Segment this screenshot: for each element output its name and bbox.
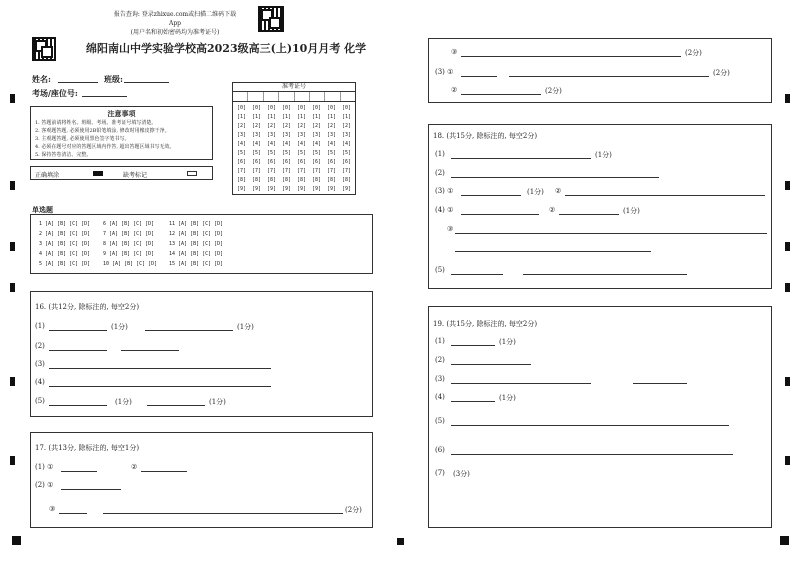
q18-answer-5b[interactable] [523,274,687,275]
exam-id-title: 准考证号 [233,83,355,92]
q16-answer-5b[interactable] [147,405,205,406]
exam-id-column [294,104,309,194]
timing-mark [10,456,15,465]
class-field[interactable] [124,82,169,83]
q18-answer-4c-cont[interactable] [455,251,651,252]
exam-id-columns [233,102,355,194]
mcq-question[interactable]: 1 [A] [B] [C] [D] [39,221,91,227]
report-notice-line1: 报告查询: 登录zhixue.com或扫描二维码下载App [113,11,237,27]
mcq-question[interactable]: 10 [A] [B] [C] [D] [103,261,158,267]
exam-id-bubble[interactable]: [1] [326,114,337,120]
exam-id-bubble[interactable]: [7] [236,168,247,174]
qr-code-icon [32,37,56,61]
q17-l3-pts: (2分) [345,506,362,514]
exam-id-bubble[interactable]: [2] [311,123,322,129]
q18-l1: (1) [435,150,445,158]
exam-id-bubble[interactable]: [7] [266,168,277,174]
corner-mark [397,538,404,545]
q19-answer-5[interactable] [451,425,729,426]
name-field[interactable] [58,82,98,83]
exam-id-bubble[interactable]: [9] [326,186,337,192]
mcq-question[interactable]: 15 [A] [B] [C] [D] [169,261,224,267]
exam-id-bubble[interactable]: [0] [311,105,322,111]
q17-answer-1a[interactable] [61,471,97,472]
q16-answer-4[interactable] [49,386,271,387]
mcq-question[interactable]: 13 [A] [B] [C] [D] [169,241,224,247]
exam-id-bubble[interactable]: [0] [341,105,352,111]
exam-id-bubble[interactable]: [0] [251,105,262,111]
q16-answer-1a[interactable] [49,330,107,331]
q18-l2: (2) [435,169,445,177]
exam-id-bubble[interactable]: [4] [236,141,247,147]
exam-id-bubble[interactable]: [3] [341,132,352,138]
qr-code-icon [258,6,284,32]
exam-id-bubble[interactable]: [8] [266,177,277,183]
exam-id-bubble[interactable]: [5] [281,150,292,156]
timing-mark [10,283,15,292]
exam-id-bubble[interactable]: [9] [341,186,352,192]
exam-id-bubble[interactable]: [5] [296,150,307,156]
q17-l2: (2) ① [35,481,54,489]
exam-id-bubble[interactable]: [8] [236,177,247,183]
mcq-question[interactable]: 11 [A] [B] [C] [D] [169,221,224,227]
q19-l2: (2) [435,356,445,364]
exam-id-bubble[interactable]: [0] [296,105,307,111]
q18-answer-3a[interactable] [461,195,521,196]
q16-answer-5a[interactable] [49,405,107,406]
q19-l1-pts: (1分) [499,338,516,346]
exam-id-bubble[interactable]: [5] [266,150,277,156]
exam-id-entry-row[interactable] [233,92,355,102]
q18-answer-4b[interactable] [559,214,619,215]
q18-l4-pts: (1分) [623,207,640,215]
q18-answer-4a[interactable] [461,214,539,215]
q19-l4-pts: (1分) [499,394,516,402]
q17-answer-2c-long[interactable] [103,513,343,514]
exam-id-bubble[interactable]: [8] [311,177,322,183]
correct-fill-label: 正确填涂 [35,172,60,179]
exam-id-bubble[interactable]: [3] [326,132,337,138]
exam-id-bubble[interactable]: [8] [326,177,337,183]
q19-answer-4[interactable] [451,401,495,402]
q16-l1-pts-a: (1分) [111,323,128,331]
q19-l4: (4) [435,393,445,401]
mcq-question[interactable]: 6 [A] [B] [C] [D] [103,221,155,227]
exam-id-bubble[interactable]: [2] [296,123,307,129]
exam-id-bubble[interactable]: [3] [311,132,322,138]
exam-id-column [249,104,264,194]
q17-box [30,432,373,528]
exam-id-bubble[interactable]: [9] [311,186,322,192]
q19-answer-6[interactable] [451,454,733,455]
exam-id-bubble[interactable]: [4] [326,141,337,147]
exam-id-bubble[interactable]: [6] [266,159,277,165]
notice-item: 3. 主观题答题, 必须使用黑色签字笔书写。 [35,136,130,142]
q17-cont-box [428,38,772,103]
mcq-question[interactable]: 2 [A] [B] [C] [D] [39,231,91,237]
corner-mark [780,536,789,545]
page-title: 绵阳南山中学实验学校高2023级高三(上)10月月考 化学 [86,42,367,55]
q18-l3: (3) ① [435,187,454,195]
exam-id-bubble[interactable]: [2] [326,123,337,129]
exam-id-bubble[interactable]: [1] [311,114,322,120]
q16-answer-2a[interactable] [49,350,107,351]
q17-answer-2c[interactable] [59,513,87,514]
exam-id-bubble[interactable]: [0] [326,105,337,111]
exam-id-bubble[interactable]: [5] [236,150,247,156]
q17-header: 17. (共13分, 除标注的, 每空1分) [35,444,140,452]
exam-id-bubble[interactable]: [3] [236,132,247,138]
exam-id-bubble[interactable]: [1] [236,114,247,120]
q17c-answer-2a[interactable] [461,76,497,77]
q18-l5: ③ [447,225,454,233]
q19-l1: (1) [435,337,445,345]
exam-id-bubble[interactable]: [4] [296,141,307,147]
q16-answer-2b[interactable] [121,350,179,351]
q19-l5: (5) [435,417,445,425]
exam-id-column [279,104,294,194]
mcq-question[interactable]: 4 [A] [B] [C] [D] [39,251,91,257]
mcq-question[interactable]: 7 [A] [B] [C] [D] [103,231,155,237]
exam-id-bubble[interactable]: [6] [326,159,337,165]
exam-id-bubble[interactable]: [6] [281,159,292,165]
q19-l6: (6) [435,446,445,454]
exam-id-bubble[interactable]: [1] [251,114,262,120]
mcq-question[interactable]: 5 [A] [B] [C] [D] [39,261,91,267]
q17c-l1-pts: (2分) [685,49,702,57]
q18-answer-3b[interactable] [565,195,765,196]
exam-id-bubble[interactable]: [4] [341,141,352,147]
exam-id-grid [232,82,356,195]
exam-id-bubble[interactable]: [8] [251,177,262,183]
timing-mark [10,242,15,251]
notice-box [30,106,213,160]
exam-id-column [234,104,249,194]
notice-item: 5. 保持答卷清洁、完整。 [35,152,92,158]
exam-id-bubble[interactable]: [3] [266,132,277,138]
q18-answer-4c[interactable] [455,233,767,234]
timing-mark [10,181,15,190]
mcq-question[interactable]: 14 [A] [B] [C] [D] [169,251,224,257]
exam-id-bubble[interactable]: [4] [266,141,277,147]
exam-id-bubble[interactable]: [6] [311,159,322,165]
fill-legend [30,166,213,180]
q16-answer-3[interactable] [49,368,271,369]
q19-answer-2[interactable] [451,364,531,365]
exam-id-bubble[interactable]: [7] [251,168,262,174]
q16-l2: (2) [35,342,45,350]
seat-field[interactable] [82,96,127,97]
name-label: 姓名: [32,74,51,84]
q19-box [428,306,772,528]
exam-id-column [309,104,324,194]
q17c-l2-pts: (2分) [713,69,730,77]
exam-id-bubble[interactable]: [3] [281,132,292,138]
q18-l4-b: ② [549,206,556,214]
q17-answer-1b[interactable] [141,471,187,472]
exam-id-bubble[interactable]: [1] [266,114,277,120]
q17c-answer-3[interactable] [461,94,541,95]
exam-id-bubble[interactable]: [5] [311,150,322,156]
mcq-question[interactable]: 9 [A] [B] [C] [D] [103,251,155,257]
notice-item: 4. 必须在题号对应的答题区域内作答, 超出答题区域书写无效。 [35,144,175,150]
exam-id-bubble[interactable]: [5] [341,150,352,156]
mcq-question[interactable]: 12 [A] [B] [C] [D] [169,231,224,237]
q19-answer-3a[interactable] [451,383,591,384]
exam-id-bubble[interactable]: [0] [281,105,292,111]
timing-mark [10,377,15,386]
exam-id-bubble[interactable]: [2] [251,123,262,129]
exam-id-bubble[interactable]: [9] [281,186,292,192]
exam-id-bubble[interactable]: [5] [326,150,337,156]
corner-mark [12,536,21,545]
exam-id-column [264,104,279,194]
q18-answer-1[interactable] [451,158,591,159]
q19-l7: (7) [435,469,445,477]
q18-header: 18. (共15分, 除标注的, 每空2分) [433,132,538,140]
exam-id-bubble[interactable]: [3] [251,132,262,138]
q17c-answer-2b[interactable] [509,76,709,77]
mcq-box [30,214,373,274]
timing-mark [785,283,790,292]
exam-id-bubble[interactable]: [9] [266,186,277,192]
q16-l3: (3) [35,360,45,368]
q18-l1-pts: (1分) [595,151,612,159]
exam-id-bubble[interactable]: [1] [296,114,307,120]
exam-id-bubble[interactable]: [9] [251,186,262,192]
exam-id-bubble[interactable]: [5] [251,150,262,156]
q17c-l1: ③ [451,48,458,56]
q19-l3: (3) [435,375,445,383]
missing-mark-label: 缺考标记 [123,172,148,179]
q17-l1-b: ② [131,463,138,471]
notice-item: 1. 答题前请将姓名、班级、考场、准考证号填写清楚。 [35,120,157,126]
exam-id-bubble[interactable]: [4] [311,141,322,147]
exam-id-bubble[interactable]: [7] [311,168,322,174]
q17c-answer-1[interactable] [461,56,681,57]
report-notice-line2: (用户名和初始密码均为准考证号) [130,29,220,36]
timing-mark [10,94,15,103]
exam-id-bubble[interactable]: [4] [251,141,262,147]
q16-l1: (1) [35,322,45,330]
q18-answer-5a[interactable] [451,274,503,275]
filled-bubble-icon [93,171,103,176]
q17-answer-2a[interactable] [61,489,121,490]
exam-id-bubble[interactable]: [6] [236,159,247,165]
exam-id-bubble[interactable]: [9] [296,186,307,192]
q18-l6: (5) [435,266,445,274]
q19-l7-pts: (3分) [453,470,470,478]
report-notice [110,10,240,37]
q19-header: 19. (共15分, 除标注的, 每空2分) [433,320,538,328]
exam-id-bubble[interactable]: [8] [296,177,307,183]
exam-id-column [324,104,339,194]
exam-id-bubble[interactable]: [8] [281,177,292,183]
q16-l1-pts-b: (1分) [237,323,254,331]
q18-box [428,124,772,289]
exam-id-bubble[interactable]: [6] [251,159,262,165]
timing-mark [785,242,790,251]
q18-l4: (4) ① [435,206,454,214]
exam-id-bubble[interactable]: [0] [266,105,277,111]
exam-id-bubble[interactable]: [7] [341,168,352,174]
exam-id-bubble[interactable]: [2] [266,123,277,129]
timing-mark [785,456,790,465]
timing-mark [785,181,790,190]
exam-id-bubble[interactable]: [0] [236,105,247,111]
exam-id-column [339,104,354,194]
exam-id-bubble[interactable]: [7] [326,168,337,174]
exam-id-bubble[interactable]: [7] [281,168,292,174]
exam-id-bubble[interactable]: [2] [281,123,292,129]
q16-answer-1b[interactable] [145,330,233,331]
q16-l5-pts-a: (1分) [115,398,132,406]
q19-answer-3b[interactable] [633,383,687,384]
q17-l1: (1) ① [35,463,54,471]
mcq-title: 单选题 [32,205,53,214]
exam-id-bubble[interactable]: [1] [281,114,292,120]
exam-id-bubble[interactable]: [6] [296,159,307,165]
exam-id-bubble[interactable]: [2] [236,123,247,129]
q19-answer-1[interactable] [451,345,495,346]
exam-id-bubble[interactable]: [7] [296,168,307,174]
class-label: 班级: [104,74,123,84]
exam-id-bubble[interactable]: [1] [341,114,352,120]
missing-mark-box[interactable] [187,171,197,176]
mcq-question[interactable]: 8 [A] [B] [C] [D] [103,241,155,247]
notice-title: 注意事项 [107,109,136,118]
q16-l5-pts-b: (1分) [209,398,226,406]
q17c-l3: ② [451,86,458,94]
q18-l3-pts: (1分) [527,188,544,196]
exam-id-bubble[interactable]: [2] [341,123,352,129]
exam-id-bubble[interactable]: [8] [341,177,352,183]
q17-l3: ③ [49,505,56,513]
q18-l3-b: ② [555,187,562,195]
exam-id-bubble[interactable]: [9] [236,186,247,192]
seat-label: 考场/座位号: [32,88,78,98]
q16-l4: (4) [35,378,45,386]
q16-box [30,291,373,417]
q17c-l2: (3) ① [435,68,454,76]
timing-mark [785,377,790,386]
q16-header: 16. (共12分, 除标注的, 每空2分) [35,303,140,311]
q18-answer-2[interactable] [451,177,659,178]
exam-id-bubble[interactable]: [4] [281,141,292,147]
mcq-question[interactable]: 3 [A] [B] [C] [D] [39,241,91,247]
exam-id-bubble[interactable]: [6] [341,159,352,165]
q17c-l3-pts: (2分) [545,87,562,95]
notice-item: 2. 客观题答题, 必须使用2B铅笔填涂, 修改时用橡皮擦干净。 [35,128,170,134]
q16-l5: (5) [35,397,45,405]
exam-id-bubble[interactable]: [3] [296,132,307,138]
timing-mark [785,94,790,103]
